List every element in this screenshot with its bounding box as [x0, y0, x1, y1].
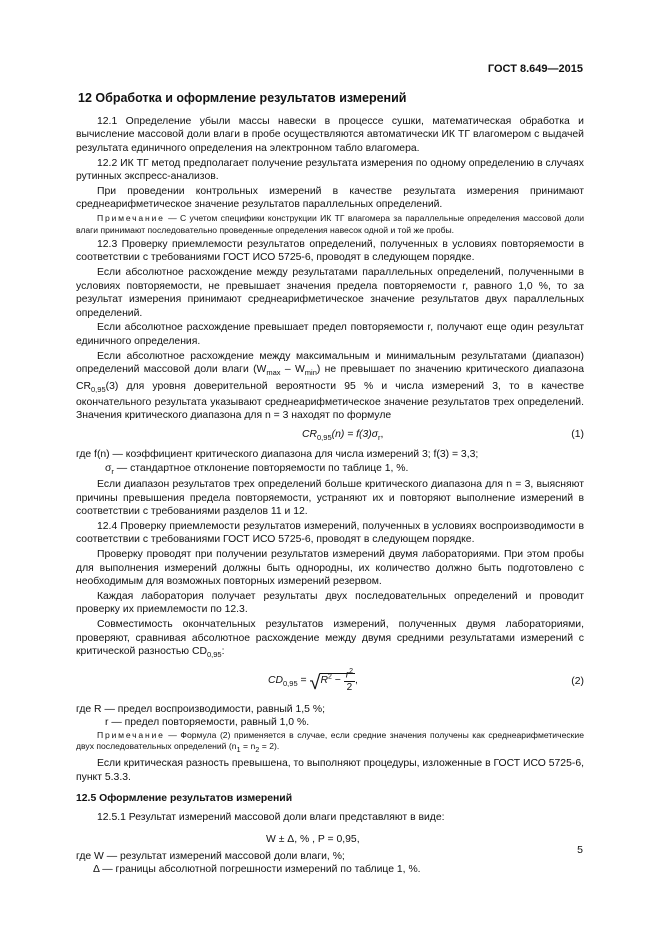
paragraph-12-3b: Если абсолютное расхождение превышает предел повторяемости r, получают еще один результат единичного определения.: [76, 322, 584, 347]
paragraph-12-2: 12.2 ИК ТГ метод предполагает получение результата измерения по одному определению в случаях рутинных экспресс-анализов.: [76, 157, 584, 183]
paragraph-12-4b: Каждая лаборатория получает результаты двух последовательных определений и проводит проверку их приемлемости по 12.3.: [76, 590, 584, 616]
formula-1-number: (1): [571, 429, 584, 441]
formula-1: [76, 424, 584, 448]
section-title: 12 Обработка и оформление результатов измерений: [78, 91, 407, 105]
paragraph-12-3a: Если абсолютное расхождение между результатами параллельных определений, полученными в условиях повторяемости, не превышает значения предела повторяемости r, равного 1,0 %, то за результат измерения принимают среднеарифметическое значение результатов двух параллельных определений.: [76, 267, 584, 319]
paragraph-12-4d: Если критическая разность превышена, то выполняют процедуры, изложенные в ГОСТ ИСО 5725-6, пункт 5.3.3.: [76, 758, 584, 783]
formula-2-number: (2): [571, 675, 584, 687]
formula-3-expression: W ± Δ, % , P = 0,95,: [266, 834, 360, 846]
paragraph-12-4a: Проверку проводят при получении результатов измерений двумя лабораториями. При этом пробы для выполнения измерений должны быть однородны, их количество должно быть подготовлено с необходимым для возможных повторных измерений резервом.: [76, 549, 584, 587]
paragraph-12-5-1: 12.5.1 Результат измерений массовой доли влаги представляют в виде:: [97, 811, 445, 823]
paragraph-12-2b: При проведении контрольных измерений в качестве результата измерения принимают среднеарифметическое значение результатов параллельных определений.: [76, 186, 584, 211]
where-block-1: где f(n) — коэффициент критического диапазона для числа измерений 3; f(3) = 3,3; $\sigma_r$ — стандартное отклонение повторяемости по таблице 1, %.: [76, 449, 479, 476]
paragraph-12-4: 12.4 Проверку приемлемости результатов измерений, полученных в условиях воспроизводимости в соответствии с требованиями ГОСТ ИСО 5725-6, проводят в следующем порядке.: [76, 520, 584, 546]
formula-3: [76, 830, 584, 850]
formula-1-expression: $CR_{0,95}(n) = f(3)\sigma_r$,: [302, 429, 384, 443]
paragraph-12-1: 12.1 Определение убыли массы навески в процессе сушки, математическая обработка и вычисление массовой доли влаги в пробе осуществляются автоматически ИК ТГ влагомером с выдачей результата единичного определения на электронном табло влагомера.: [76, 116, 584, 154]
paragraph-12-3d: Если диапазон результатов трех определений больше критического диапазона для n = 3, выясняют причины превышения предела повторяемости, устраняют их и повторяют выполнение измерений в соответствии с требованиями разделов 11 и 12.: [76, 479, 584, 517]
formula-2: [76, 663, 584, 703]
where-block-2: где R — предел воспроизводимости, равный 1,5 %; r — предел повторяемости, равный 1,0 %.: [76, 703, 325, 729]
document-body: [76, 115, 584, 877]
document-header-id: ГОСТ 8.649—2015: [487, 63, 583, 75]
paragraph-12-3: 12.3 Проверку приемлемости результатов определений, полученных в условиях повторяемости в соответствии с требованиями ГОСТ ИСО 5725-6, проводят в следующем порядке.: [76, 239, 584, 264]
where-block-3: где W — результат измерений массовой доли влаги, %; Δ — границы абсолютной погрешности измерений по таблице 1, %.: [76, 851, 421, 876]
subsection-heading-12-5: 12.5 Оформление результатов измерений: [76, 793, 293, 805]
note-label: Примечание: [97, 213, 165, 224]
note-text: — С учетом специфики конструкции ИК ТГ влагомера за параллельные определения массовой доли влаги принимают последовательно проведенные определения навесок одной и той же пробы.: [76, 213, 584, 235]
page-number: 5: [577, 844, 583, 856]
note-1: [76, 213, 584, 236]
note-2: Примечание — Формула (2) применяется в случае, если средние значения получены как среднеарифметические двух последовательных определений (n1 = n2 = 2).: [76, 729, 584, 755]
formula-2-expression: $CD_{0,95} = √R^2$ − $\frac{r^2}{2}$ ,: [268, 667, 358, 694]
paragraph-12-3c: Если абсолютное расхождение между максимальным и минимальным результатами (диапазон) определений массовой доли влаги $(W_{max} - W_{min})$ не превышает по значению критического диапазона $CR_{0,95}(3)$ для уровня доверительной вероятности 95 % и числа измерений 3, то в качестве окончательного результата указывают среднеарифметическое значение результатов трех определений. Значения критического диапазона для n = 3 находят по формуле: [76, 350, 584, 422]
paragraph-12-4c: Совместимость окончательных результатов измерений, полученных двумя лабораториями, проверяют, сравнивая абсолютное расхождение между двумя средними результатами измерений с критической разностью $CD_{0,95}$:: [76, 619, 584, 659]
